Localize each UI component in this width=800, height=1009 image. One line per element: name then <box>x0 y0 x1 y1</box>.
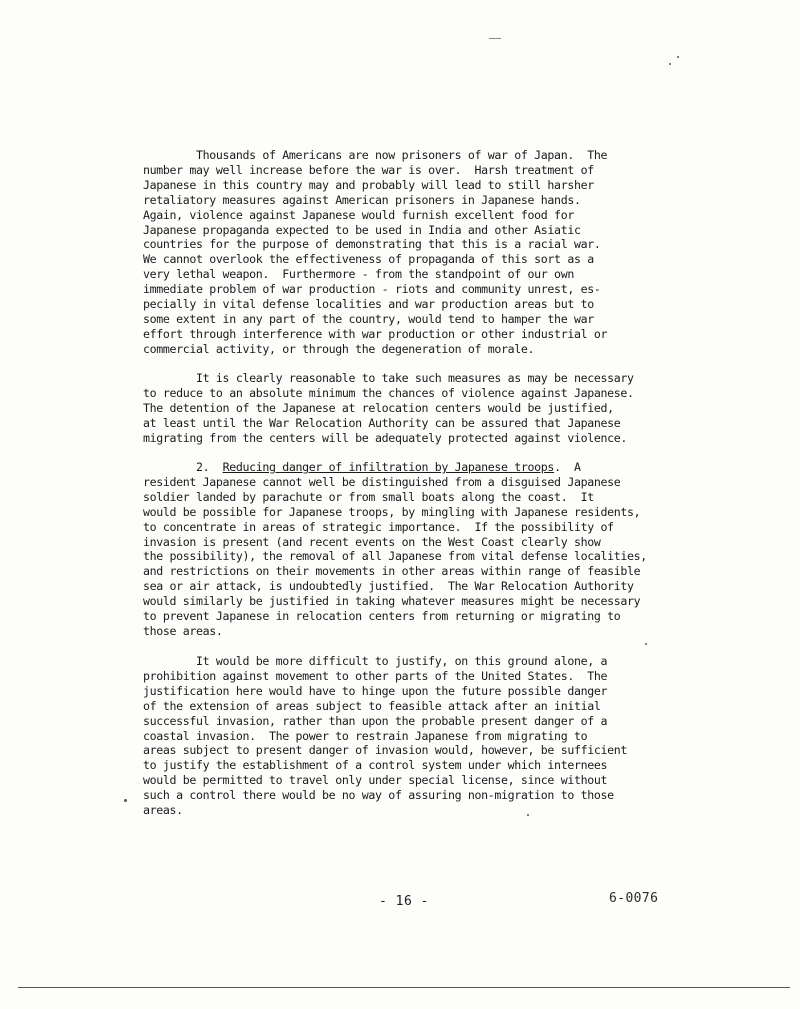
text-line: would be permitted to travel only under special license, since without <box>143 773 608 788</box>
text-line: some extent in any part of the country, would tend to hamper the war <box>143 311 594 326</box>
text-line: It is clearly reasonable to take such measures as may be necessary <box>143 371 634 385</box>
text-line: at least until the War Relocation Authority can be assured that Japanese <box>143 415 621 430</box>
text-line: immediate problem of war production - riots and community unrest, es- <box>143 282 601 297</box>
paragraph-detention-justified <box>143 371 713 446</box>
text-line: countries for the purpose of demonstrating that this is a racial war. <box>143 237 601 252</box>
text-line: successful invasion, rather than upon the probable present danger of a <box>143 713 608 728</box>
text-line: commercial activity, or through the degeneration of morale. <box>143 341 535 356</box>
text-line: very lethal weapon. Furthermore - from the standpoint of our own <box>143 267 574 282</box>
scan-mark <box>489 38 501 39</box>
text-line: pecially in vital defense localities and war production areas but to <box>143 297 594 312</box>
scan-speck <box>124 799 127 802</box>
text-line: to prevent Japanese in relocation centers from returning or migrating to <box>143 609 621 624</box>
section-heading-suffix: . A <box>554 460 581 474</box>
text-line: justification here would have to hinge upon the future possible danger <box>143 683 608 698</box>
text-line: prohibition against movement to other parts of the United States. The <box>143 668 608 683</box>
text-line: those areas. <box>143 623 223 638</box>
scan-edge-line <box>18 987 790 988</box>
scan-speck <box>677 56 679 58</box>
text-line: Thousands of Americans are now prisoners of war of Japan. The <box>143 148 608 162</box>
text-line: coastal invasion. The power to restrain Japanese from migrating to <box>143 728 588 743</box>
text-line: soldier landed by parachute or from small boats along the coast. It <box>143 489 594 504</box>
section-number: 2. <box>143 460 223 474</box>
document-id: 6-0076 <box>609 891 659 906</box>
text-line: areas subject to present danger of invasion would, however, be sufficient <box>143 743 627 758</box>
text-line: of the extension of areas subject to feasible attack after an initial <box>143 698 601 713</box>
scan-speck <box>669 63 671 65</box>
text-line: to justify the establishment of a control system under which internees <box>143 758 608 773</box>
paragraph-infiltration <box>143 460 713 639</box>
text-line: would similarly be justified in taking whatever measures might be necessary <box>143 594 641 609</box>
text-line: resident Japanese cannot well be distinguished from a disguised Japanese <box>143 474 621 489</box>
text-line: invasion is present (and recent events on the West Coast clearly show <box>143 534 601 549</box>
page-number: - 16 - <box>379 894 429 909</box>
text-line: would be possible for Japanese troops, by mingling with Japanese residents, <box>143 504 641 519</box>
section-heading: Reducing danger of infiltration by Japanese troops <box>222 460 555 474</box>
text-line: such a control there would be no way of assuring non-migration to those <box>143 788 614 803</box>
text-line: We cannot overlook the effectiveness of propaganda of this sort as a <box>143 252 594 267</box>
text-line: Again, violence against Japanese would furnish excellent food for <box>143 207 574 222</box>
text-line: retaliatory measures against American prisoners in Japanese hands. <box>143 192 581 207</box>
paragraph-prisoners-of-war <box>143 148 713 357</box>
section-heading-line <box>143 460 713 475</box>
text-line: to concentrate in areas of strategic importance. If the possibility of <box>143 519 614 534</box>
text-line: number may well increase before the war is over. Harsh treatment of <box>143 162 594 177</box>
text-line: Japanese propaganda expected to be used in India and other Asiatic <box>143 222 581 237</box>
text-line: migrating from the centers will be adequately protected against violence. <box>143 430 627 445</box>
text-line: It would be more difficult to justify, on this ground alone, a <box>143 654 608 668</box>
text-line: Japanese in this country may and probably will lead to still harsher <box>143 177 594 192</box>
scan-speck <box>645 643 647 645</box>
text-line: the possibility), the removal of all Japanese from vital defense localities, <box>143 549 647 564</box>
paragraph-movement-prohibition <box>143 654 713 818</box>
text-line: effort through interference with war production or other industrial or <box>143 326 608 341</box>
text-line: areas. <box>143 803 183 818</box>
text-line: to reduce to an absolute minimum the chances of violence against Japanese. <box>143 385 634 400</box>
text-line: The detention of the Japanese at relocation centers would be justified, <box>143 400 614 415</box>
text-line: and restrictions on their movements in other areas within range of feasible <box>143 564 641 579</box>
text-line: sea or air attack, is undoubtedly justified. The War Relocation Authority <box>143 579 634 594</box>
